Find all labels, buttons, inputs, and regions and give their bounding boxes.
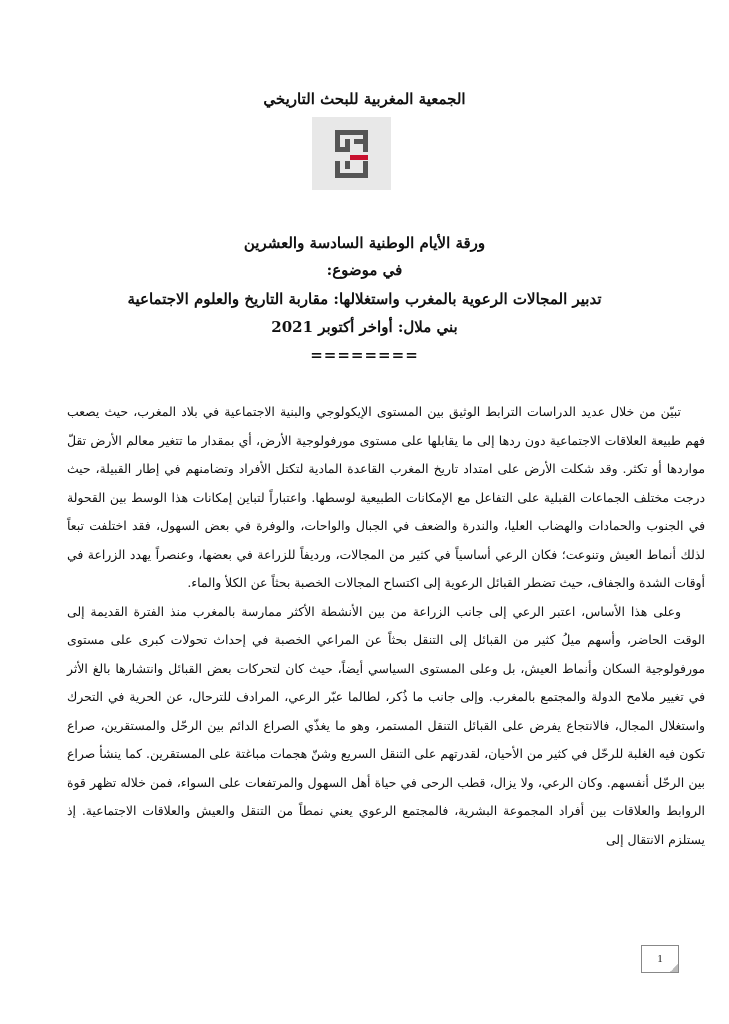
- body-text: [67, 398, 705, 854]
- title-line-2: في موضوع:: [326, 261, 403, 279]
- page-number-box: [641, 945, 679, 973]
- title-separator: ========: [310, 346, 419, 364]
- association-logo: [312, 117, 391, 190]
- paragraph-1: تبيّن من خلال عديد الدراسات الترابط الوثيق بين المستوى الإيكولوجي والبنية الاجتماعية في بلاد المغرب، حيث يصعب فهم طبيعة العلاقات الاجتماعية دون ردها إلى ما يقابلها على مستوى مورفولوجية الأرض، أي بمقدار ما تتغير معالم الأرض تقلّ مواردها أو تكثر. وقد شكلت الأرض على امتداد تاريخ المغرب القاعدة المادية لتكتل الأفراد وتضامنهم في إطار القبيلة، حيث درجت مختلف الجماعات القبلية على التفاعل مع الإمكانات الطبيعية لوسطها. واعتباراً لتباين إمكانات هذا الوسط بين القحولة في الجنوب والحمادات والهضاب العليا، والندرة والضعف في الجبال والواحات، والوفرة في بعض السهول، فقد اختلفت تبعاً لذلك أنماط العيش وتنوعت؛ فكان الرعي أساسياً في كثير من المجالات، ورديفاً للزراعة في بعضها، وعنصراً يهدد الزراعة في أوقات الشدة والجفاف، حيث تضطر القبائل الرعوية إلى اكتساح المجالات الخصبة بحثاً عن الكلأ والماء.: [67, 404, 705, 590]
- logo-mark-icon: [312, 117, 391, 190]
- title-line-3: تدبير المجالات الرعوية بالمغرب واستغلالها: مقاربة التاريخ والعلوم الاجتماعية: [127, 290, 602, 308]
- page-number: 1: [657, 953, 663, 965]
- page-curl-icon: [670, 964, 678, 972]
- organization-name: الجمعية المغربية للبحث التاريخي: [263, 90, 466, 108]
- title-line-1: ورقة الأيام الوطنية السادسة والعشرين: [243, 234, 486, 252]
- paragraph-2: وعلى هذا الأساس، اعتبر الرعي إلى جانب الزراعة من بين الأنشطة الأكثر ممارسة بالمغرب منذ الفترة القديمة إلى الوقت الحاضر، وأسهم ميلُ كثير من القبائل إلى التنقل بحثاً عن المراعي الخصبة في إحداث تحولات كبرى على مستوى مورفولوجية السكان وأنماط العيش، بل وعلى المستوى السياسي أيضاً، حيث كان لتحركات بعض القبائل وانتشارها بالغ الأثر في تغيير ملامح الدولة والمجتمع بالمغرب. وإلى جانب ما ذُكر، لطالما عبّر الرعي، المرادف للترحال، عن الحرية في التحرك واستغلال المجال، فالانتجاع يفرض على القبائل التنقل المستمر، وهو ما يغذّي الصراع الدائم بين الرحّل والمستقرين، صراع تكون فيه الغلبة للرحّل في كثير من الأحيان، لقدرتهم على التنقل السريع وشنّ هجمات مباغتة على المستقرين. كما ينشأ صراع بين الرحّل أنفسهم. وكان الرعي، ولا يزال، قطب الرحى في حياة أهل السهول والمرتفعات على السواء، فمن خلاله تظهر قوة الروابط والعلاقات بين أفراد المجموعة البشرية، فالمجتمع الرعوي يعني نمطاً من التنقل والعيش والعلاقات الاجتماعية. إذ يستلزم الانتقال إلى: [67, 603, 705, 847]
- title-line-4: بني ملال: أواخر أكتوبر 2021: [271, 318, 458, 336]
